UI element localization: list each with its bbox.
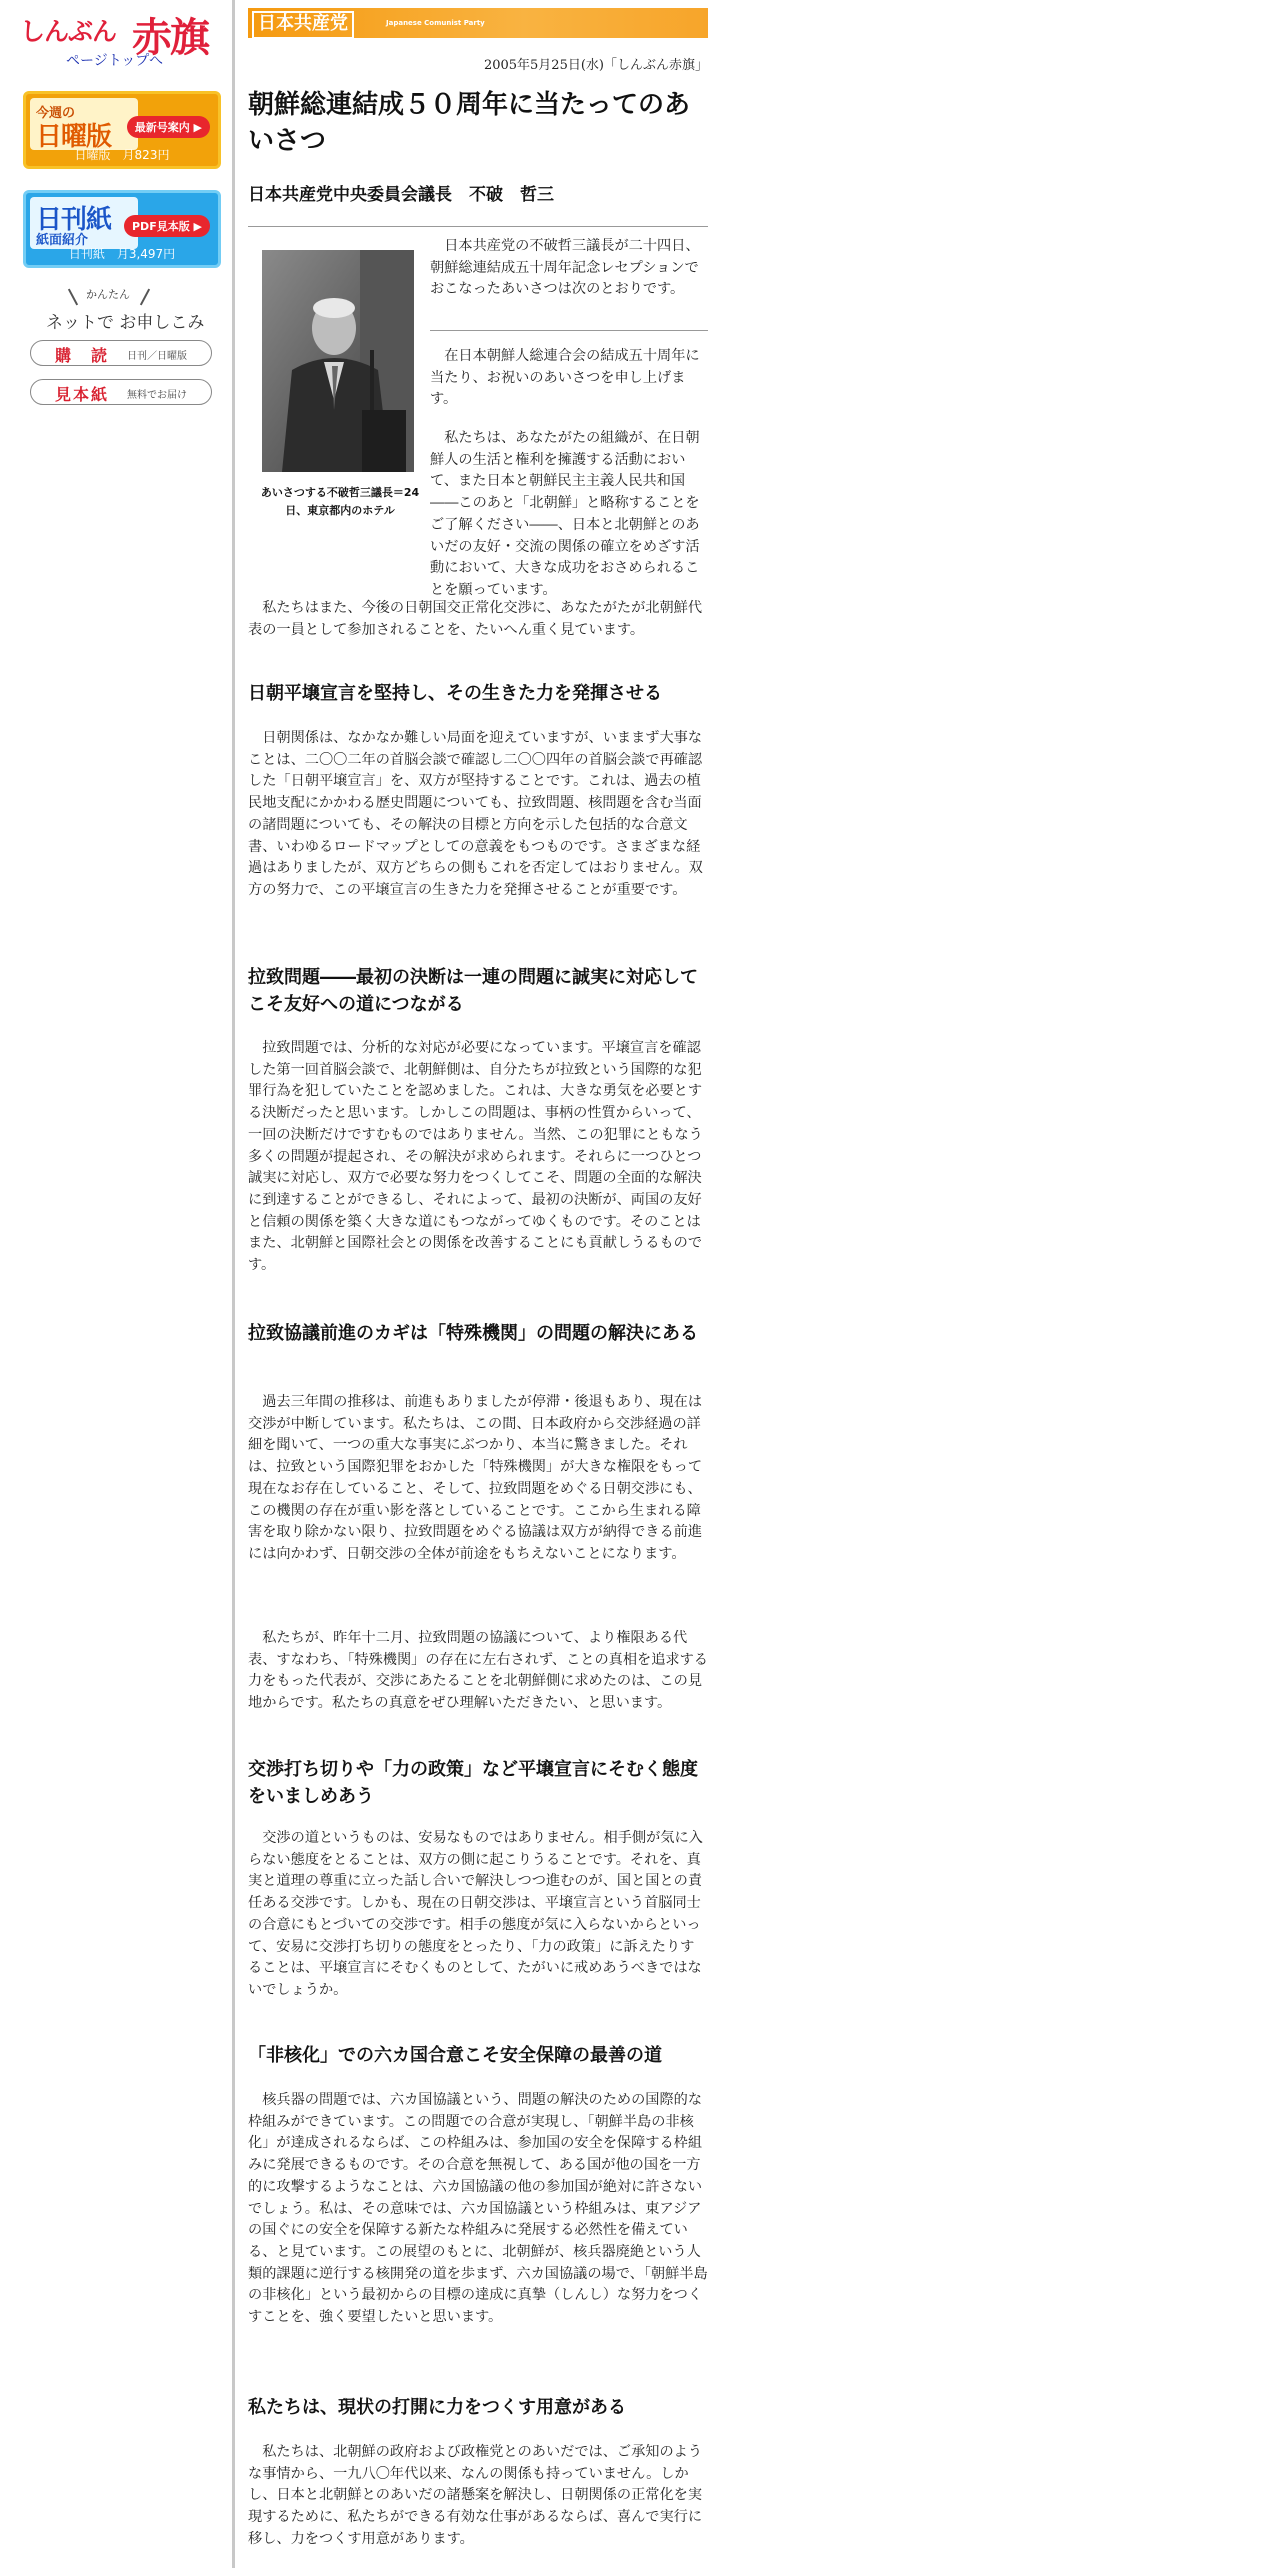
daily-banner-price: 日刊紙 月3,497円 [68,247,176,261]
lead-paragraph: 日本共産党の不破哲三議長が二十四日、朝鮮総連結成五十周年記念レセプションでおこなったあいさつは次のとおりです。 [430,238,700,298]
paragraph-9: 核兵器の問題では、六カ国協議という、問題の解決のための国際的な枠組みができています。この問題での合意が実現し、「朝鮮半島の非核化」が達成されるならば、この枠組みは、参加国の安全を保障する枠組みに発展できるものです。その合意を無視して、ある国が他の国を一方的に攻撃するようなことは、六カ国協議の他の参加国が絶対に許さないでしょう。私は、その意味では、六カ国協議という枠組みは、東アジアの国ぐにの安全を保障する新たな枠組みに発展する必然性を備えている、と見ています。この展望のもとに、北朝鮮が、核兵器廃絶という人類的課題に逆行する核開発の道を歩まず、六カ国協議の場で、「朝鮮半島の非核化」という最初からの目標の達成に真摯（しんし）な努力をつくすことを、強く要望したいと思います。 [248,2092,708,2326]
section-heading-6: 私たちは、現状の打開に力をつくす用意がある [248,2397,626,2418]
apply-left-mark [68,289,78,306]
party-name: 日本共産党 [252,11,354,39]
latest-issue-button[interactable]: 最新号案内 ▶ [127,116,210,138]
sunday-banner-price: 日曜版 月823円 [74,148,170,162]
subscribe-button[interactable] [30,340,212,366]
section-heading-4: 交渉打ち切りや「力の政策」など平壌宣言にそむく態度をいましめあう [248,1759,698,1807]
sidebar-divider [232,0,235,2568]
paragraph-8: 交渉の道というものは、安易なものではありません。相手側が気に入らない態度をとることは、双方の側に起こりうることです。それを、真実と道理の尊重に立った話し合いで解決しつつ進むのが、国と国との責任ある交渉です。しかも、現在の日朝交渉は、平壌宣言という首脳同士の合意にもとづいての交渉です。相手の態度が気に入らないからといって、安易に交渉打ち切りの態度をとったり、「力の政策」に訴えたりすることは、平壌宣言にそむくものとして、たがいに戒めあうべきではないでしょうか。 [248,1830,703,1998]
title-rule [248,226,708,227]
daily-edition-banner[interactable] [23,190,221,268]
paragraph-7: 私たちが、昨年十二月、拉致問題の協議について、より権限ある代表、すなわち、「特殊機関」の存在に左右されず、ことの真相を追求する力をもった代表が、交渉にあたることを北朝鮮側に求めたのは、この見地からです。私たちの真意をぜひ理解いただきたい、と思います。 [248,1630,708,1712]
lead-rule [430,330,708,331]
section-heading-2: 拉致問題――最初の決断は一連の問題に誠実に対応してこそ友好への道につながる [248,967,698,1015]
subscribe-label: 購 読 [55,346,110,365]
paragraph-4: 日朝関係は、なかなか難しい局面を迎えていますが、いままず大事なことは、二〇〇二年の首脳会談で確認し二〇〇四年の首脳会談で再確認した「日朝平壌宣言」を、双方が堅持することです。これは、過去の植民地支配にかかわる歴史問題についても、拉致問題、核問題を含む当面の諸問題についても、その解決の目標と方向を示した包括的な合意文書、いわゆるロードマップとしての意義をもつものです。さまざまな経過はありましたが、双方どちらの側もこれを否定してはおりません。双方の努力で、この平壌宣言の生きた力を発揮させることが重要です。 [248,730,703,898]
page-top-link[interactable]: ページトップへ [66,53,164,69]
pdf-sample-button[interactable]: PDF見本版 ▶ [124,215,210,237]
party-name-en: Japanese Comunist Party [386,19,485,27]
photo-caption: あいさつする不破哲三議長＝24日、東京都内のホテル [260,486,420,517]
paragraph-2-text: 私たちは、あなたがたの組織が、在日朝鮮人の生活と権利を擁護する活動において、また日本と朝鮮民主主義人民共和国――このあと「北朝鮮」と略称することをご了解ください――、日本と北朝鮮とのあいだの友好・交流の関係の確立をめざす活動において、大きな成功をおさめられることを願っています。 [430,430,700,598]
section-heading-5: 「非核化」での六カ国合意こそ安全保障の最善の道 [248,2045,662,2066]
sunday-banner-name: 日曜版 [36,122,112,152]
dateline: 2005年5月25日(水)「しんぶん赤旗」 [483,58,708,73]
jcp-header-banner [248,8,708,38]
apply-right-mark [140,289,150,306]
paragraph-10: 私たちは、北朝鮮の政府および政権党とのあいだでは、ご承知のような事情から、一九八〇年代以来、なんの関係も持っていません。しかし、日本と北朝鮮とのあいだの諸懸案を解決し、日朝関係の正常化を実現するために、私たちができる有効な仕事があるならば、喜んで実行に移し、力をつくす用意があります。 [248,2444,703,2547]
sample-paper-button[interactable] [30,379,212,405]
logo-kanji: 赤旗 [132,14,208,61]
sunday-edition-banner[interactable] [23,91,221,169]
sunday-banner-sub: 今週の [36,106,76,121]
section-heading-1: 日朝平壌宣言を堅持し、その生きた力を発揮させる [248,683,662,704]
sample-note: 無料でお届け [127,390,187,401]
subscribe-note: 日刊／日曜版 [127,351,187,362]
apply-main-text: ネットで お申しこみ [46,313,205,333]
photo-float-spacer [248,428,430,580]
paragraph-3: 私たちはまた、今後の日朝国交正常化交渉に、あなたがたが北朝鮮代表の一員として参加されることを、たいへん重く見ています。 [248,600,703,638]
paragraph-2 [248,428,708,602]
daily-banner-name: 日刊紙 [36,205,112,235]
paragraph-1: 在日本朝鮮人総連合会の結成五十周年に当たり、お祝いのあいさつを申し上げます。 [430,348,700,408]
apply-small-text: かんたん [86,288,130,301]
sidebar [0,0,232,2568]
section-heading-3: 拉致協議前進のカギは「特殊機関」の問題の解決にある [248,1323,698,1344]
article-title: 朝鮮総連結成５０周年に当たってのあいさつ [248,90,691,156]
paragraph-5: 拉致問題では、分析的な対応が必要になっています。平壌宣言を確認した第一回首脳会談で、北朝鮮側は、自分たちが拉致という国際的な犯罪行為を犯していたことを認めました。これは、大きな勇気を必要とする決断だったと思います。しかしこの問題は、事柄の性質からいって、一回の決断だけですむものではありません。当然、この犯罪にともなう多くの問題が提起され、その解決が求められます。それらに一つひとつ誠実に対応し、双方で必要な努力をつくしてこそ、問題の全面的な解決に到達することができるし、それによって、最初の決断が、両国の友好と信頼の関係を築く大きな道にもつながってゆくものです。そのことはまた、北朝鮮と国際社会との関係を改善することにも貢献しうるものです。 [248,1040,703,1274]
daily-banner-sub: 紙面紹介 [36,233,89,248]
sample-label: 見本紙 [55,385,110,404]
byline: 日本共産党中央委員会議長 不破 哲三 [248,185,554,205]
logo-kana: しんぶん [20,17,117,46]
paragraph-6: 過去三年間の推移は、前進もありましたが停滞・後退もあり、現在は交渉が中断しています。私たちは、この間、日本政府から交渉経過の詳細を聞いて、一つの重大な事実にぶつかり、本当に驚きました。それは、拉致という国際犯罪をおかした「特殊機関」が大きな権限をもって現在なお存在していること、そして、拉致問題をめぐる日朝交渉にも、この機関の存在が重い影を落としていることです。ここから生まれる障害を取り除かない限り、拉致問題をめぐる協議は双方が納得できる前進には向かわず、日朝交渉の全体が前途をもちえないことになります。 [248,1394,703,1562]
